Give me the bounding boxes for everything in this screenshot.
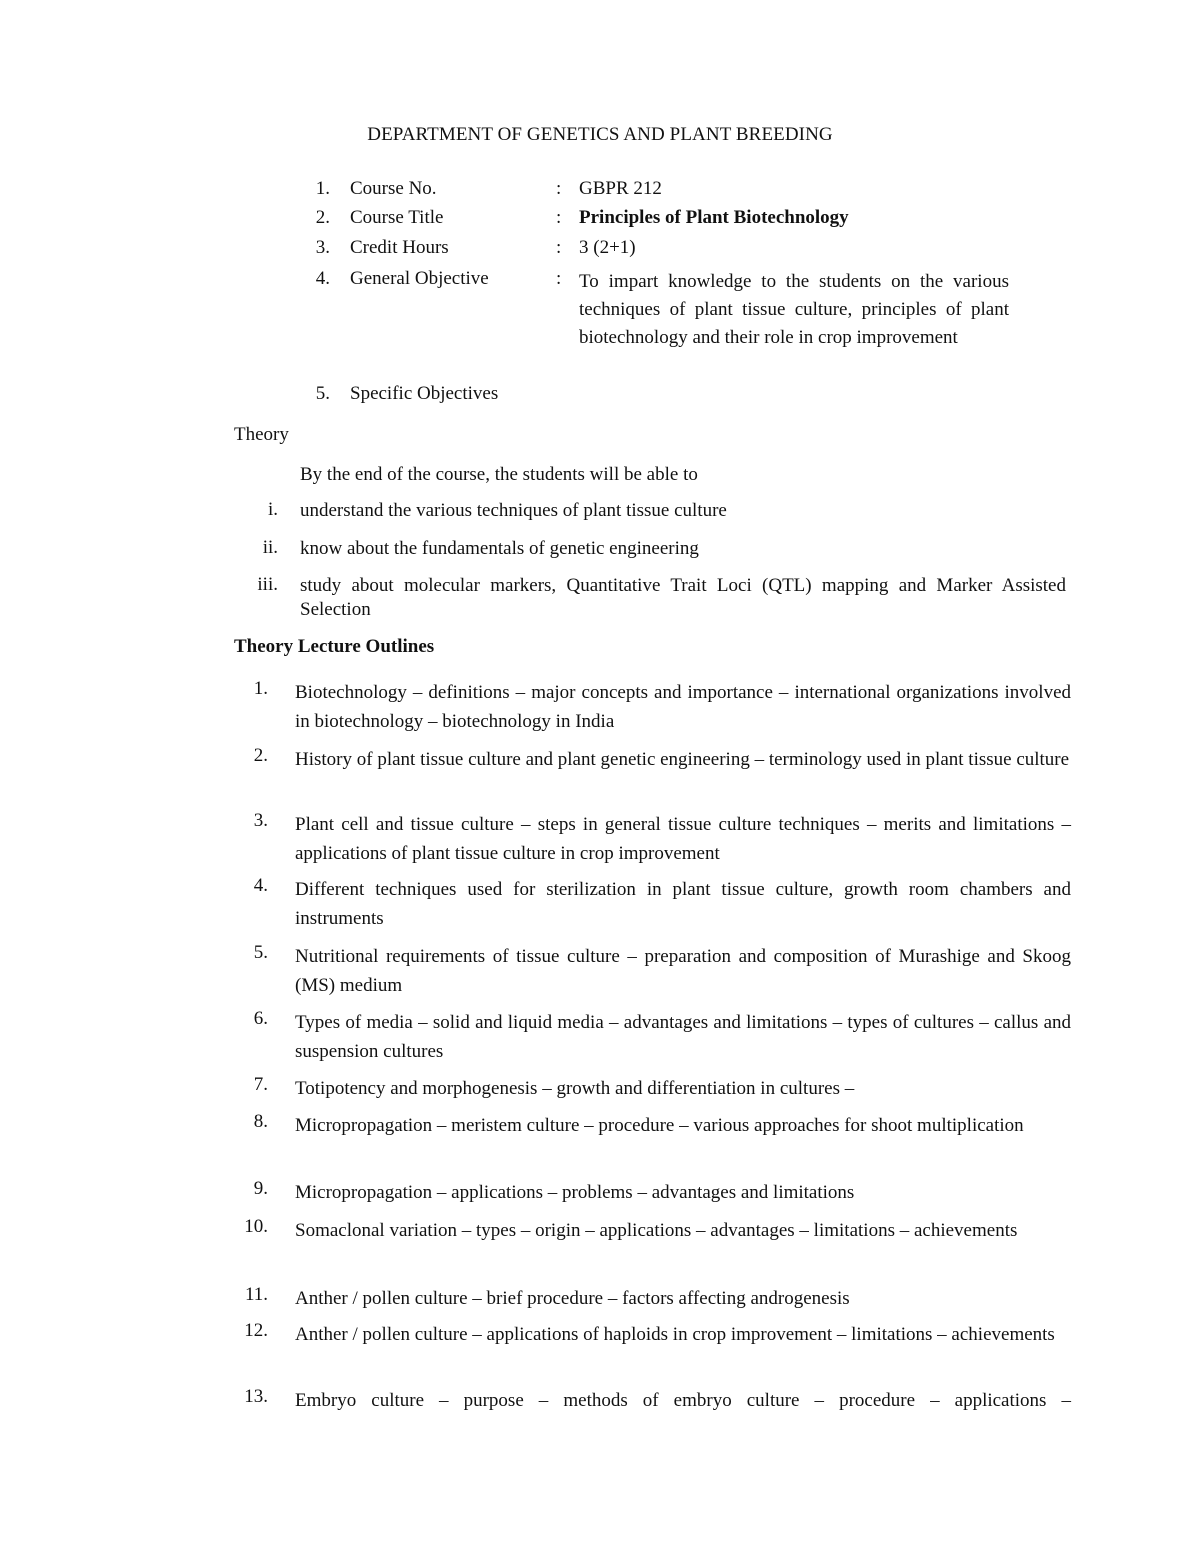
colon: : — [556, 237, 562, 258]
course-no-label: Course No. — [350, 178, 437, 199]
lecture-text: Types of media – solid and liquid media – advantages and limitations – types of cultures – callus and suspension cultures — [295, 1012, 1071, 1062]
lecture-number: 11. — [244, 1284, 268, 1305]
course-no-value: GBPR 212 — [579, 178, 662, 199]
row-number: 4. — [315, 268, 330, 289]
theory-intro: By the end of the course, the students will be able to — [300, 464, 698, 485]
general-objective-value: To impart knowledge to the students on the various techniques of plant tissue culture, principles of plant biotechnology and their role in crop improvement — [579, 271, 1009, 348]
course-info-row — [0, 207, 1200, 235]
lecture-number: 9. — [253, 1178, 268, 1199]
objective-number: i. — [267, 499, 278, 520]
general-objective-label: General Objective — [350, 268, 489, 289]
lecture-text: Somaclonal variation – types – origin – applications – advantages – limitations – achievements — [295, 1220, 1018, 1241]
lecture-text: History of plant tissue culture and plant genetic engineering – terminology used in plant tissue culture — [295, 749, 1070, 770]
lecture-text: Embryo culture – purpose – methods of embryo culture – procedure – applications – — [295, 1390, 1071, 1411]
course-info-row — [0, 268, 1200, 348]
lecture-text: Nutritional requirements of tissue culture – preparation and composition of Murashige and Skoog (MS) medium — [295, 946, 1071, 996]
lecture-number: 1. — [253, 678, 268, 699]
course-info-row — [0, 237, 1200, 265]
lecture-text: Anther / pollen culture – applications of haploids in crop improvement – limitations – achievements — [295, 1324, 1055, 1345]
colon: : — [556, 178, 562, 199]
lecture-number: 4. — [253, 875, 268, 896]
lecture-number: 3. — [253, 810, 268, 831]
row-number: 3. — [315, 237, 330, 258]
lecture-text: Plant cell and tissue culture – steps in general tissue culture techniques – merits and limitations – applications of plant tissue culture in crop improvement — [295, 814, 1071, 864]
lecture-number: 12. — [244, 1320, 268, 1341]
lecture-number: 13. — [244, 1386, 268, 1407]
colon: : — [556, 207, 562, 228]
credit-hours-value: 3 (2+1) — [579, 237, 636, 258]
lecture-text: Micropropagation – meristem culture – procedure – various approaches for shoot multiplication — [295, 1115, 1024, 1136]
lecture-number: 8. — [253, 1111, 268, 1132]
lecture-number: 7. — [253, 1074, 268, 1095]
lecture-number: 2. — [253, 745, 268, 766]
credit-hours-label: Credit Hours — [350, 237, 449, 258]
course-title-value: Principles of Plant Biotechnology — [579, 207, 849, 228]
course-title-label: Course Title — [350, 207, 444, 228]
objective-text: understand the various techniques of plant tissue culture — [300, 500, 727, 521]
objective-text: study about molecular markers, Quantitative Trait Loci (QTL) mapping and Marker Assisted Selection — [300, 575, 1066, 620]
lecture-number: 5. — [253, 942, 268, 963]
theory-label: Theory — [234, 424, 289, 445]
lecture-text: Totipotency and morphogenesis – growth and differentiation in cultures – — [295, 1078, 855, 1099]
department-title: DEPARTMENT OF GENETICS AND PLANT BREEDING — [367, 124, 833, 145]
lecture-text: Different techniques used for sterilization in plant tissue culture, growth room chambers and instruments — [295, 879, 1071, 929]
lecture-number: 6. — [253, 1008, 268, 1029]
course-info-row — [0, 383, 1200, 411]
objective-number: ii. — [262, 537, 278, 558]
lecture-text: Biotechnology – definitions – major concepts and importance – international organizations involved in biotechnology – biotechnology in India — [295, 682, 1071, 732]
lecture-text: Micropropagation – applications – problems – advantages and limitations — [295, 1182, 855, 1203]
objective-text: know about the fundamentals of genetic engineering — [300, 538, 699, 559]
lecture-text: Anther / pollen culture – brief procedure – factors affecting androgenesis — [295, 1288, 850, 1309]
lecture-outlines-heading: Theory Lecture Outlines — [234, 636, 435, 657]
colon: : — [556, 268, 562, 289]
lecture-number: 10. — [244, 1216, 268, 1237]
row-number: 2. — [315, 207, 330, 228]
row-number: 5. — [315, 383, 330, 404]
course-info-row — [0, 178, 1200, 206]
objective-number: iii. — [257, 574, 278, 595]
row-number: 1. — [315, 178, 330, 199]
specific-objectives-label: Specific Objectives — [350, 383, 499, 404]
